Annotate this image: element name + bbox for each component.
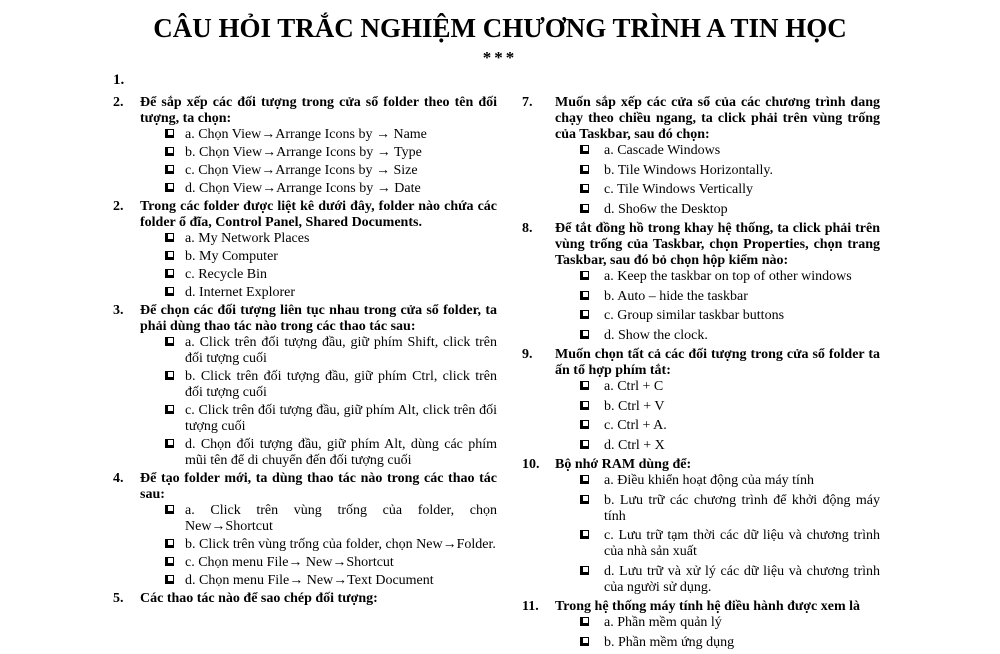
question-item (522, 95, 880, 218)
question-text: Muốn sắp xếp các cửa sổ của các chương trình dang chạy theo chiều ngang, ta click phải trên vùng trống của Taskbar, sau đó chọn: (555, 95, 880, 142)
question-text: Bộ nhớ RAM dùng để: (555, 457, 692, 472)
option-label: a. Ctrl + C (604, 379, 664, 394)
option-label: d. Chọn menu File→ New→Text Document (185, 573, 434, 588)
checkbox-icon[interactable] (580, 165, 589, 174)
option-label: d. Internet Explorer (185, 285, 296, 300)
options-list (113, 503, 497, 589)
checkbox-icon[interactable] (165, 371, 174, 380)
checkbox-icon[interactable] (165, 337, 174, 346)
checkbox-icon[interactable] (165, 147, 174, 156)
answer-option (604, 635, 880, 651)
answer-option (185, 335, 497, 367)
answer-option (185, 231, 497, 247)
question-number: 4. (113, 471, 124, 486)
question-item (113, 471, 497, 589)
checkbox-icon[interactable] (165, 557, 174, 566)
checkbox-icon[interactable] (580, 184, 589, 193)
answer-option (604, 493, 880, 525)
options-list (113, 231, 497, 301)
option-label: c. Recycle Bin (185, 267, 268, 282)
answer-option (604, 418, 880, 434)
answer-option (185, 181, 497, 197)
question-text: Trong hệ thống máy tính hệ điều hành được xem là (555, 599, 861, 614)
questions-column-left (113, 95, 497, 609)
question-item (113, 591, 497, 607)
answer-option (604, 528, 880, 560)
checkbox-icon[interactable] (165, 505, 174, 514)
question-text: Trong các folder được liệt kê dưới đây, folder nào chứa các folder ổ đĩa, Control Panel, Shared Documents. (140, 199, 497, 230)
answer-option (185, 437, 497, 469)
answer-option (604, 473, 880, 489)
answer-option (185, 145, 497, 161)
question-number: 5. (113, 591, 124, 606)
answer-option (604, 182, 880, 198)
option-label: d. Show the clock. (604, 327, 708, 343)
option-label: d. Sho6w the Desktop (604, 201, 728, 217)
options-list (113, 127, 497, 197)
question-number: 7. (522, 95, 533, 110)
page-title: CÂU HỎI TRẮC NGHIỆM CHƯƠNG TRÌNH A TIN HỌC (153, 13, 847, 43)
question-item (522, 347, 880, 454)
option-label: b. Ctrl + V (604, 398, 665, 414)
answer-option (185, 555, 497, 571)
checkbox-icon[interactable] (580, 310, 589, 319)
checkbox-icon[interactable] (580, 291, 589, 300)
answer-option (604, 564, 880, 596)
section-number: 1. (113, 72, 125, 88)
question-number: 2. (113, 199, 124, 214)
question-item (113, 199, 497, 301)
options-list (522, 615, 880, 651)
checkbox-icon[interactable] (580, 381, 589, 390)
answer-option (185, 369, 497, 401)
question-item (113, 95, 497, 197)
question-text: Để tắt đồng hồ trong khay hệ thống, ta click phải trên vùng trống của Taskbar, chọn Properties, chọn trang Taskbar, sau đó bỏ chọn hộp kiểm nào: (555, 221, 880, 268)
checkbox-icon[interactable] (580, 330, 589, 339)
checkbox-icon[interactable] (580, 617, 589, 626)
question-item (522, 221, 880, 344)
question-text: Các thao tác nào để sao chép đối tượng: (140, 591, 378, 606)
option-label: d. Lưu trữ và xử lý các dữ liệu và chương trình của người sử dụng. (604, 563, 880, 595)
options-list (522, 143, 880, 218)
options-list (522, 473, 880, 596)
checkbox-icon[interactable] (580, 204, 589, 213)
question-number: 3. (113, 303, 124, 318)
answer-option (604, 438, 880, 454)
answer-option (604, 328, 880, 344)
option-label: c. Lưu trữ tạm thời các dữ liệu và chương trình của nhà sản xuất (604, 528, 880, 559)
answer-option (604, 143, 880, 159)
answer-option (185, 503, 497, 535)
option-label: a. My Network Places (185, 231, 310, 246)
option-label: c. Chọn View→Arrange Icons by → Size (185, 163, 418, 178)
checkbox-icon[interactable] (580, 420, 589, 429)
options-list (522, 269, 880, 344)
answer-option (604, 308, 880, 324)
answer-option (185, 249, 497, 265)
checkbox-icon[interactable] (580, 440, 589, 449)
option-label: b. Auto – hide the taskbar (604, 288, 748, 304)
option-label: a. Phần mềm quản lý (604, 615, 722, 630)
checkbox-icon[interactable] (165, 129, 174, 138)
answer-option (185, 537, 497, 553)
option-label: a. Cascade Windows (604, 143, 721, 158)
option-label: b. Click trên đối tượng đầu, giữ phím Ctrl, click trên đối tượng cuối (185, 369, 497, 400)
question-number: 11. (522, 599, 539, 614)
checkbox-icon[interactable] (165, 539, 174, 548)
answer-option (185, 285, 497, 301)
option-label: c. Ctrl + A. (604, 418, 667, 433)
option-label: a. Click trên đối tượng đầu, giữ phím Shift, click trên đối tượng cuối (185, 335, 497, 366)
answer-option (185, 127, 497, 143)
option-label: b. Click trên vùng trống của folder, chọn New→Folder. (185, 537, 496, 552)
answer-option (604, 202, 880, 218)
question-item (113, 303, 497, 469)
option-label: c. Tile Windows Vertically (604, 182, 754, 197)
checkbox-icon[interactable] (580, 495, 589, 504)
option-label: c. Chọn menu File→ New→Shortcut (185, 555, 394, 570)
checkbox-icon[interactable] (165, 405, 174, 414)
questions-column-right (522, 95, 880, 654)
question-item (522, 457, 880, 596)
title-divider-stars: *** (482, 48, 518, 67)
option-label: a. Điều khiển hoạt động của máy tính (604, 473, 814, 488)
question-text: Để chọn các đối tượng liên tục nhau trong cửa sổ folder, ta phải dùng thao tác nào trong các thao tác sau: (140, 303, 497, 334)
checkbox-icon[interactable] (165, 233, 174, 242)
answer-option (604, 615, 880, 631)
option-label: c. Click trên đối tượng đầu, giữ phím Alt, click trên đối tượng cuối (185, 403, 497, 434)
option-label: b. Tile Windows Horizontally. (604, 162, 773, 178)
checkbox-icon[interactable] (165, 287, 174, 296)
answer-option (604, 379, 880, 395)
answer-option (604, 269, 880, 285)
option-label: c. Group similar taskbar buttons (604, 308, 785, 323)
answer-option (185, 163, 497, 179)
answer-option (185, 573, 497, 589)
question-item (522, 599, 880, 651)
option-label: a. Click trên vùng trống của folder, chọn New→Shortcut (185, 503, 497, 534)
option-label: b. Lưu trữ các chương trình để khởi động máy tính (604, 492, 880, 524)
checkbox-icon[interactable] (580, 475, 589, 484)
options-list (522, 379, 880, 454)
checkbox-icon[interactable] (580, 530, 589, 539)
checkbox-icon[interactable] (165, 183, 174, 192)
question-text: Muốn chọn tất cả các đối tượng trong cửa sổ folder ta ấn tổ hợp phím tắt: (555, 347, 880, 378)
answer-option (604, 399, 880, 415)
question-number: 9. (522, 347, 533, 362)
question-text: Để tạo folder mới, ta dùng thao tác nào trong các thao tác sau: (140, 471, 497, 502)
option-label: a. Chọn View→Arrange Icons by → Name (185, 127, 427, 142)
checkbox-icon[interactable] (580, 271, 589, 280)
option-label: d. Chọn View→Arrange Icons by → Date (185, 181, 421, 196)
checkbox-icon[interactable] (165, 575, 174, 584)
question-number: 2. (113, 95, 124, 110)
question-number: 10. (522, 457, 540, 472)
answer-option (604, 289, 880, 305)
checkbox-icon[interactable] (165, 269, 174, 278)
option-label: b. Phần mềm ứng dụng (604, 634, 735, 650)
option-label: d. Chọn đối tượng đầu, giữ phím Alt, dùng các phím mũi tên để di chuyển đến đối tượng cuối (185, 437, 497, 468)
checkbox-icon[interactable] (580, 401, 589, 410)
option-label: d. Ctrl + X (604, 437, 665, 453)
option-label: a. Keep the taskbar on top of other windows (604, 269, 852, 284)
question-text: Để sắp xếp các đối tượng trong cửa sổ folder theo tên đối tượng, ta chọn: (140, 95, 497, 126)
question-number: 8. (522, 221, 533, 236)
checkbox-icon[interactable] (580, 566, 589, 575)
checkbox-icon[interactable] (580, 145, 589, 154)
option-label: b. Chọn View→Arrange Icons by → Type (185, 145, 422, 160)
checkbox-icon[interactable] (165, 439, 174, 448)
checkbox-icon[interactable] (165, 165, 174, 174)
checkbox-icon[interactable] (165, 251, 174, 260)
answer-option (185, 403, 497, 435)
options-list (113, 335, 497, 469)
option-label: b. My Computer (185, 249, 278, 264)
answer-option (604, 163, 880, 179)
checkbox-icon[interactable] (580, 637, 589, 646)
answer-option (185, 267, 497, 283)
